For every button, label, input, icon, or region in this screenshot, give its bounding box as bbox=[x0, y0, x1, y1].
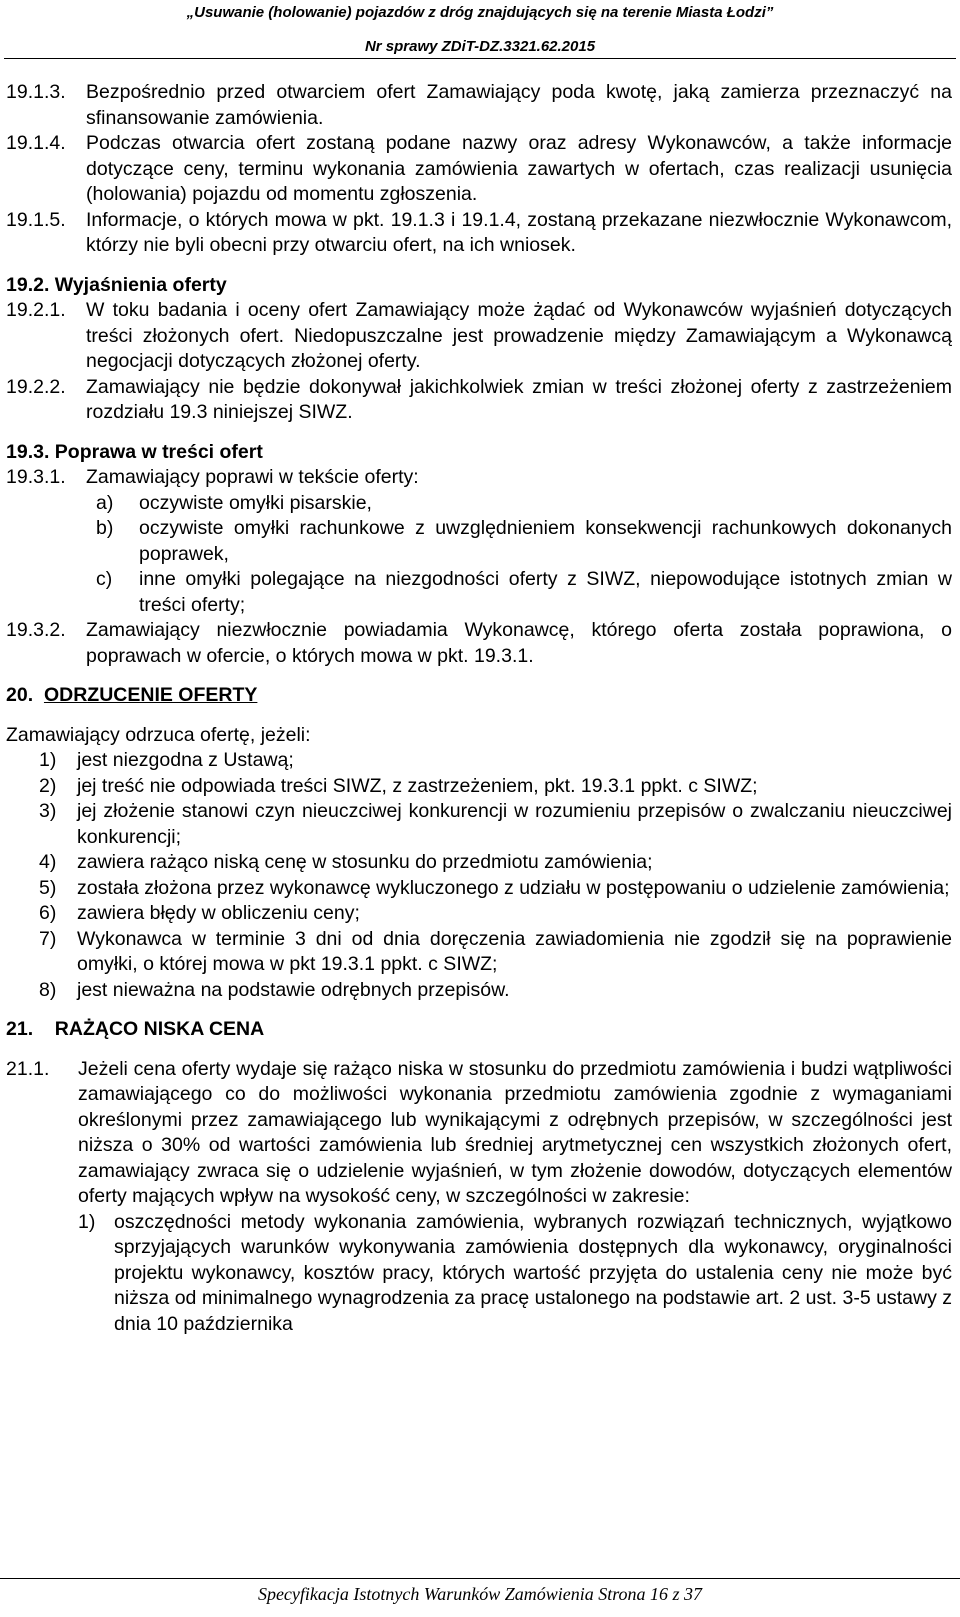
list-item-label: 7) bbox=[39, 927, 57, 950]
paragraph-text: W toku badania i oceny ofert Zamawiający może żądać od Wykonawców wyjaśnień dotyczących treści złożonych ofert. Niedopuszczalne jest prowadzenie między Zamawiającym a Wykonawcą negocjacji dotyczących złożonej oferty. bbox=[86, 299, 952, 372]
list-item-label: a) bbox=[96, 491, 114, 514]
list-item bbox=[6, 876, 952, 902]
paragraph-text: Bezpośrednio przed otwarciem ofert Zamawiający poda kwotę, jaką zamierza przeznaczyć na sfinansowanie zamówienia. bbox=[86, 81, 952, 129]
paragraph-number: 19.3.2. bbox=[6, 619, 66, 641]
header-case-number: Nr sprawy ZDiT-DZ.3321.62.2015 bbox=[364, 38, 596, 55]
header-divider bbox=[4, 58, 956, 59]
list-item-text: jest niezgodna z Ustawą; bbox=[77, 749, 294, 771]
list-item-text: Wykonawca w terminie 3 dni od dnia doręczenia zawiadomienia nie zgodził się na poprawienie omyłki, o której mowa w pkt 19.3.1 ppkt. c SIWZ; bbox=[77, 927, 952, 975]
page-footer: Specyfikacja Istotnych Warunków Zamówienia Strona 16 z 37 bbox=[257, 1584, 703, 1604]
list-item-label: 1) bbox=[78, 1210, 96, 1233]
chapter-heading-21 bbox=[6, 1017, 952, 1043]
list-item-text: jest nieważna na podstawie odrębnych przepisów. bbox=[77, 978, 510, 1001]
paragraph-19-1-5 bbox=[6, 208, 952, 259]
paragraph-text: Zamawiający poprawi w tekście oferty: bbox=[86, 466, 419, 488]
paragraph-19-3-1 bbox=[6, 465, 952, 491]
footer-divider bbox=[0, 1578, 960, 1579]
list-item-label: 6) bbox=[39, 902, 57, 924]
chapter-title: RAŻĄCO NISKA CENA bbox=[54, 1018, 265, 1040]
section-heading-19-2: 19.2. Wyjaśnienia oferty bbox=[6, 273, 227, 296]
paragraph-19-1-4 bbox=[6, 131, 952, 208]
list-item-label: 5) bbox=[39, 876, 57, 899]
paragraph-text: Zamawiający nie będzie dokonywał jakichkolwiek zmian w treści złożonej oferty z zastrzeżeniem rozdziału 19.3 niniejszej SIWZ. bbox=[86, 375, 952, 423]
paragraph-number: 21.1. bbox=[6, 1057, 50, 1080]
paragraph-21-1 bbox=[6, 1057, 952, 1210]
chapter-intro: Zamawiający odrzuca ofertę, jeżeli: bbox=[6, 723, 311, 746]
list-item bbox=[6, 799, 952, 850]
list-item bbox=[6, 850, 952, 876]
list-item-label: 8) bbox=[39, 978, 57, 1001]
paragraph-19-1-3 bbox=[6, 80, 952, 131]
list-item-label: 2) bbox=[39, 774, 57, 797]
paragraph-19-2-1 bbox=[6, 298, 952, 375]
paragraph-text: Podczas otwarcia ofert zostaną podane nazwy oraz adresy Wykonawców, a także informacje dotyczące ceny, terminu wykonania zamówienia zawartych w ofertach, czas realizacji usunięcia (holowania) pojazdu od momentu zgłoszenia. bbox=[86, 132, 952, 205]
paragraph-number: 19.1.3. bbox=[6, 81, 66, 103]
list-item-label: 4) bbox=[39, 851, 57, 873]
paragraph-number: 19.1.5. bbox=[6, 208, 66, 231]
list-item-text: jej treść nie odpowiada treści SIWZ, z zastrzeżeniem, pkt. 19.3.1 ppkt. c SIWZ; bbox=[77, 774, 758, 797]
paragraph-text: Zamawiający niezwłocznie powiadamia Wykonawcę, którego oferta została poprawiona, o poprawach w ofercie, o których mowa w pkt. 19.3.1. bbox=[86, 619, 952, 667]
paragraph-text: Informacje, o których mowa w pkt. 19.1.3 i 19.1.4, zostaną przekazane niezwłocznie Wykonawcom, którzy nie byli obecni przy otwarciu ofert, na ich wniosek. bbox=[86, 208, 952, 256]
document-body bbox=[6, 80, 952, 1337]
list-item bbox=[6, 567, 952, 618]
paragraph-text: Jeżeli cena oferty wydaje się rażąco niska w stosunku do przedmiotu zamówienia i budzi wątpliwości zamawiającego co do możliwości wykonania przedmiotu zamówienia zgodnie z wymaganiami określonymi przez zamawiającego lub wynikającymi z odrębnych przepisów, w szczególności jest niższa o 30% od wartości zamówienia lub średniej arytmetycznej cen wszystkich złożonych ofert, zamawiający zwraca się o udzielenie wyjaśnień, w tym złożenie dowodów, dotyczących elementów oferty mających wpływ na wysokość ceny, w szczególności w zakresie: bbox=[78, 1057, 952, 1207]
paragraph-number: 19.1.4. bbox=[6, 132, 66, 154]
paragraph-number: 19.3.1. bbox=[6, 466, 66, 488]
list-item-text: zawiera rażąco niską cenę w stosunku do przedmiotu zamówienia; bbox=[77, 851, 653, 873]
list-item bbox=[6, 927, 952, 978]
paragraph-19-3-2 bbox=[6, 618, 952, 669]
list-item-text: oczywiste omyłki rachunkowe z uwzględnieniem konsekwencji rachunkowych dokonanych poprawek, bbox=[139, 517, 952, 565]
list-item-label: c) bbox=[96, 568, 113, 590]
list-item-text: została złożona przez wykonawcę wykluczonego z udziału w postępowaniu o udzielenie zamówienia; bbox=[77, 876, 950, 899]
list-item-label: b) bbox=[96, 517, 114, 539]
list-item-label: 3) bbox=[39, 800, 57, 822]
list-item-text: inne omyłki polegające na niezgodności oferty z SIWZ, niepowodujące istotnych zmian w treści oferty; bbox=[139, 568, 952, 616]
header-title: „Usuwanie (holowanie) pojazdów z dróg znajdujących się na terenie Miasta Łodzi” bbox=[186, 4, 774, 21]
list-item-text: oszczędności metody wykonania zamówienia, wybranych rozwiązań technicznych, wyjątkowo sprzyjających warunków wykonywania zamówienia dostępnych dla wykonawcy, oryginalności projektu wykonawcy, kosztów pracy, których wartość przyjęta do ustalenia ceny nie może być niższa od minimalnego wynagrodzenia za pracę ustalonego na podstawie art. 2 ust. 3-5 ustawy z dnia 10 października bbox=[114, 1210, 952, 1335]
list-item bbox=[6, 901, 952, 927]
paragraph-19-2-2 bbox=[6, 375, 952, 426]
list-item-text: oczywiste omyłki pisarskie, bbox=[139, 491, 372, 514]
chapter-number: 21. bbox=[6, 1018, 34, 1040]
list-item-text: jej złożenie stanowi czyn nieuczciwej konkurencji w rozumieniu przepisów o zwalczaniu nieuczciwej konkurencji; bbox=[77, 800, 952, 848]
chapter-heading-20 bbox=[6, 683, 952, 709]
list-item bbox=[6, 491, 952, 517]
list-item bbox=[6, 516, 952, 567]
list-item bbox=[6, 748, 952, 774]
list-item-label: 1) bbox=[39, 749, 57, 771]
chapter-title: ODRZUCENIE OFERTY bbox=[43, 684, 258, 706]
list-item bbox=[6, 774, 952, 800]
section-heading-19-3: 19.3. Poprawa w treści ofert bbox=[6, 440, 263, 463]
paragraph-number: 19.2.2. bbox=[6, 375, 66, 398]
list-item-text: zawiera błędy w obliczeniu ceny; bbox=[77, 902, 360, 924]
list-item bbox=[6, 978, 952, 1004]
paragraph-number: 19.2.1. bbox=[6, 299, 66, 321]
list-item bbox=[6, 1210, 952, 1338]
chapter-number: 20. bbox=[6, 684, 34, 706]
